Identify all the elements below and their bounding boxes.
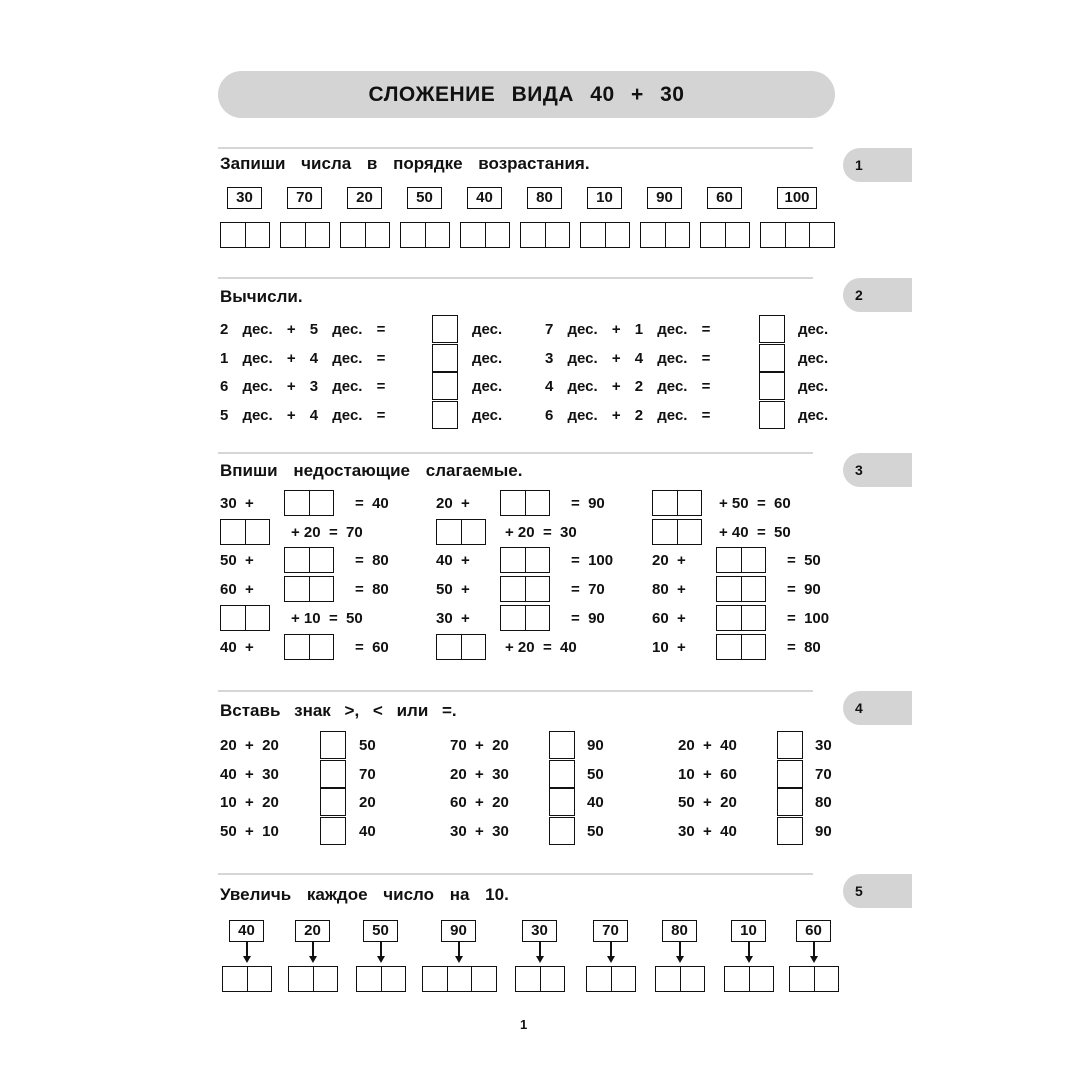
comparison-expression: 50 + 20 [678, 794, 737, 811]
section-divider [218, 277, 813, 279]
answer-box[interactable] [759, 372, 785, 400]
answer-box[interactable] [436, 634, 486, 660]
answer-box[interactable] [640, 222, 690, 248]
sign-box[interactable] [777, 788, 803, 816]
equation-text: = 90 [571, 610, 605, 627]
equation-text: 20 + [652, 552, 686, 569]
number-box: 60 [707, 187, 742, 209]
section-divider [218, 147, 813, 149]
task-title: Вычисли. [220, 287, 303, 306]
comparison-value: 50 [587, 766, 604, 783]
task-title: Увеличь каждое число на 10. [220, 885, 509, 904]
answer-box[interactable] [652, 490, 702, 516]
down-arrow-icon [312, 942, 314, 957]
answer-box[interactable] [716, 634, 766, 660]
sign-box[interactable] [549, 731, 575, 759]
number-box: 100 [777, 187, 817, 209]
answer-box[interactable] [436, 519, 486, 545]
equation-text: 1 дес. + 4 дес. = [220, 350, 386, 367]
answer-box[interactable] [288, 966, 338, 992]
number-box: 20 [295, 920, 330, 942]
equation-text: + 20 = 30 [505, 524, 577, 541]
answer-box[interactable] [432, 344, 458, 372]
sign-box[interactable] [549, 788, 575, 816]
answer-box[interactable] [789, 966, 839, 992]
answer-box[interactable] [220, 605, 270, 631]
equation-text: = 50 [787, 552, 821, 569]
task-title: Запиши числа в порядке возрастания. [220, 154, 590, 173]
number-box: 40 [467, 187, 502, 209]
comparison-expression: 30 + 40 [678, 823, 737, 840]
answer-box[interactable] [432, 372, 458, 400]
equation-text: = 100 [571, 552, 614, 569]
answer-box[interactable] [220, 222, 270, 248]
answer-box[interactable] [422, 966, 497, 992]
number-box: 40 [229, 920, 264, 942]
number-box: 70 [287, 187, 322, 209]
unit-label: дес. [798, 350, 829, 367]
equation-text: 4 дес. + 2 дес. = [545, 378, 711, 395]
comparison-value: 80 [815, 794, 832, 811]
answer-box[interactable] [220, 519, 270, 545]
answer-box[interactable] [222, 966, 272, 992]
answer-box[interactable] [760, 222, 835, 248]
equation-text: + 40 = 50 [719, 524, 791, 541]
sign-box[interactable] [320, 760, 346, 788]
equation-text: = 70 [571, 581, 605, 598]
comparison-value: 90 [587, 737, 604, 754]
comparison-expression: 10 + 60 [678, 766, 737, 783]
answer-box[interactable] [340, 222, 390, 248]
equation-text: 80 + [652, 581, 686, 598]
answer-box[interactable] [500, 576, 550, 602]
comparison-expression: 60 + 20 [450, 794, 509, 811]
answer-box[interactable] [284, 576, 334, 602]
down-arrow-icon [380, 942, 382, 957]
page-title: СЛОЖЕНИЕ ВИДА 40 + 30 [218, 71, 835, 118]
answer-box[interactable] [724, 966, 774, 992]
unit-label: дес. [472, 321, 503, 338]
answer-box[interactable] [716, 576, 766, 602]
number-box: 20 [347, 187, 382, 209]
number-box: 80 [662, 920, 697, 942]
comparison-expression: 20 + 40 [678, 737, 737, 754]
equation-text: 5 дес. + 4 дес. = [220, 407, 386, 424]
task-title: Впиши недостающие слагаемые. [220, 461, 523, 480]
equation-text: 60 + [652, 610, 686, 627]
comparison-value: 40 [587, 794, 604, 811]
number-box: 50 [363, 920, 398, 942]
equation-text: = 60 [355, 639, 389, 656]
comparison-expression: 10 + 20 [220, 794, 279, 811]
comparison-value: 20 [359, 794, 376, 811]
answer-box[interactable] [586, 966, 636, 992]
answer-box[interactable] [655, 966, 705, 992]
sign-box[interactable] [777, 760, 803, 788]
section-divider [218, 690, 813, 692]
comparison-value: 90 [815, 823, 832, 840]
equation-text: = 90 [787, 581, 821, 598]
comparison-value: 70 [815, 766, 832, 783]
answer-box[interactable] [500, 547, 550, 573]
equation-text: 50 + [436, 581, 470, 598]
sign-box[interactable] [777, 731, 803, 759]
down-arrow-icon [539, 942, 541, 957]
answer-box[interactable] [432, 401, 458, 429]
equation-text: = 100 [787, 610, 830, 627]
number-box: 10 [587, 187, 622, 209]
comparison-value: 30 [815, 737, 832, 754]
answer-box[interactable] [280, 222, 330, 248]
down-arrow-icon [246, 942, 248, 957]
comparison-value: 50 [587, 823, 604, 840]
equation-text: 60 + [220, 581, 254, 598]
answer-box[interactable] [716, 605, 766, 631]
down-arrow-icon [748, 942, 750, 957]
comparison-expression: 30 + 30 [450, 823, 509, 840]
number-box: 10 [731, 920, 766, 942]
comparison-expression: 50 + 10 [220, 823, 279, 840]
down-arrow-icon [813, 942, 815, 957]
equation-text: = 40 [355, 495, 389, 512]
answer-box[interactable] [432, 315, 458, 343]
comparison-value: 50 [359, 737, 376, 754]
down-arrow-icon [458, 942, 460, 957]
equation-text: = 80 [355, 581, 389, 598]
equation-text: 10 + [652, 639, 686, 656]
equation-text: 30 + [220, 495, 254, 512]
number-box: 30 [227, 187, 262, 209]
number-box: 50 [407, 187, 442, 209]
task-number-badge: 3 [843, 453, 912, 487]
task-number-badge: 4 [843, 691, 912, 725]
number-box: 70 [593, 920, 628, 942]
answer-box[interactable] [515, 966, 565, 992]
equation-text: 50 + [220, 552, 254, 569]
answer-box[interactable] [460, 222, 510, 248]
answer-box[interactable] [500, 605, 550, 631]
number-box: 80 [527, 187, 562, 209]
equation-text: 2 дес. + 5 дес. = [220, 321, 386, 338]
sign-box[interactable] [320, 817, 346, 845]
number-box: 30 [522, 920, 557, 942]
equation-text: 30 + [436, 610, 470, 627]
unit-label: дес. [798, 407, 829, 424]
answer-box[interactable] [652, 519, 702, 545]
equation-text: 40 + [220, 639, 254, 656]
equation-text: = 80 [787, 639, 821, 656]
answer-box[interactable] [759, 315, 785, 343]
comparison-expression: 20 + 20 [220, 737, 279, 754]
answer-box[interactable] [284, 547, 334, 573]
comparison-expression: 70 + 20 [450, 737, 509, 754]
equation-text: = 90 [571, 495, 605, 512]
sign-box[interactable] [549, 817, 575, 845]
unit-label: дес. [472, 407, 503, 424]
equation-text: + 10 = 50 [291, 610, 363, 627]
equation-text: = 80 [355, 552, 389, 569]
comparison-value: 40 [359, 823, 376, 840]
task-number-badge: 2 [843, 278, 912, 312]
sign-box[interactable] [320, 788, 346, 816]
number-box: 90 [647, 187, 682, 209]
page-number: 1 [520, 1017, 528, 1032]
answer-box[interactable] [520, 222, 570, 248]
down-arrow-icon [679, 942, 681, 957]
unit-label: дес. [472, 350, 503, 367]
section-divider [218, 452, 813, 454]
section-divider [218, 873, 813, 875]
unit-label: дес. [798, 378, 829, 395]
number-box: 90 [441, 920, 476, 942]
equation-text: + 50 = 60 [719, 495, 791, 512]
sign-box[interactable] [777, 817, 803, 845]
answer-box[interactable] [500, 490, 550, 516]
equation-text: 3 дес. + 4 дес. = [545, 350, 711, 367]
equation-text: 20 + [436, 495, 470, 512]
comparison-expression: 40 + 30 [220, 766, 279, 783]
answer-box[interactable] [759, 401, 785, 429]
equation-text: 7 дес. + 1 дес. = [545, 321, 711, 338]
equation-text: 6 дес. + 2 дес. = [545, 407, 711, 424]
equation-text: + 20 = 70 [291, 524, 363, 541]
answer-box[interactable] [400, 222, 450, 248]
answer-box[interactable] [284, 634, 334, 660]
answer-box[interactable] [700, 222, 750, 248]
answer-box[interactable] [284, 490, 334, 516]
unit-label: дес. [472, 378, 503, 395]
sign-box[interactable] [320, 731, 346, 759]
equation-text: 40 + [436, 552, 470, 569]
task-title: Вставь знак >, < или =. [220, 701, 457, 720]
equation-text: + 20 = 40 [505, 639, 577, 656]
equation-text: 6 дес. + 3 дес. = [220, 378, 386, 395]
answer-box[interactable] [356, 966, 406, 992]
comparison-value: 70 [359, 766, 376, 783]
unit-label: дес. [798, 321, 829, 338]
answer-box[interactable] [759, 344, 785, 372]
answer-box[interactable] [716, 547, 766, 573]
task-number-badge: 1 [843, 148, 912, 182]
sign-box[interactable] [549, 760, 575, 788]
comparison-expression: 20 + 30 [450, 766, 509, 783]
answer-box[interactable] [580, 222, 630, 248]
task-number-badge: 5 [843, 874, 912, 908]
number-box: 60 [796, 920, 831, 942]
down-arrow-icon [610, 942, 612, 957]
